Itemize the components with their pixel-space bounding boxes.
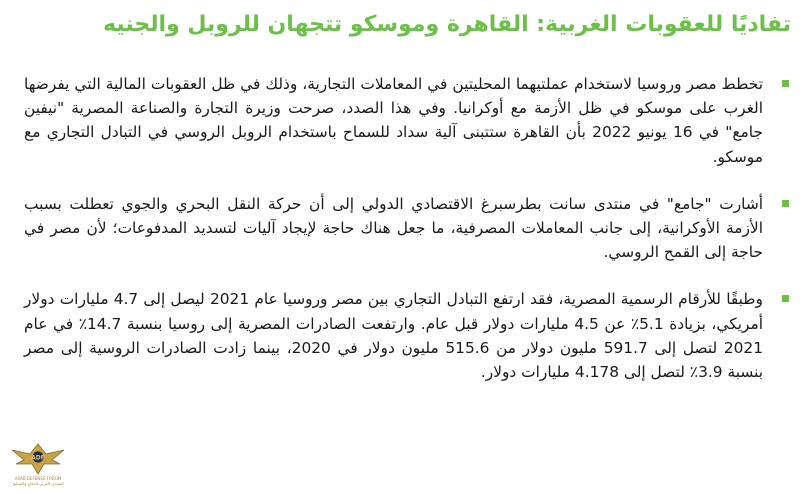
square-bullet-icon [782,200,789,207]
logo-line-english: ARAB DEFENSE FORUM [14,476,62,481]
bullet-list [24,72,789,384]
page-title: تفاديًا للعقوبات الغربية: القاهرة وموسكو تتجهان للروبل والجنيه [103,12,791,37]
paragraph-text: تخطط مصر وروسيا لاستخدام عملتيهما المحليتين في المعاملات التجارية، وذلك في ظل العقوبات المالية التي يفرضها الغرب على موسكو في ظل الأزمة مع أوكرانيا. وفي هذا الصدد، صرحت وزيرة التجارة والصناعة المصرية "نيفين جامع" في 16 يونيو 2022 بأن القاهرة ستتبنى آلية سداد للسماح باستخدام الروبل الروسي في التبادل التجاري مع موسكو. [24,75,764,166]
watermark-logo [4,440,72,492]
eagle-emblem-icon [8,440,68,476]
bullet-paragraph-3 [24,287,789,384]
paragraph-text: وطبقًا للأرقام الرسمية المصرية، فقد ارتفع التبادل التجاري بين مصر وروسيا عام 2021 ليصل إلى 4.7 مليارات دولار أمريكي، بزيادة 5.1٪ عن 4.5 مليارات دولار قبل عام. وارتفعت الصادرات المصرية إلى روسيا بنسبة 14.7٪ في عام 2021 لتصل إلى 591.7 مليون دولار من 515.6 مليون دولار في 2020، بينما زادت الصادرات الروسية إلى مصر بنسبة 3.9٪ لتصل إلى 4.178 مليارات دولار. [24,290,764,382]
square-bullet-icon [782,80,789,87]
logo-line-arabic: المنتدى العربي للدفاع والتسليح [12,481,64,486]
square-bullet-icon [782,295,789,302]
logo-badge-text: ADF [31,454,45,462]
bullet-paragraph-1 [24,72,789,169]
bullet-paragraph-2 [24,192,789,265]
paragraph-text: أشارت "جامع" في منتدى سانت بطرسبرغ الاقتصادي الدولي إلى أن حركة النقل البحري والجوي تعطلت بسبب الأزمة الأوكرانية، إلى جانب المعاملات المصرفية، ما جعل هناك حاجة لإيجاد آليات لتسديد المدفوعات؛ لأن مصر في حاجة إلى القمح الروسي. [24,194,763,262]
